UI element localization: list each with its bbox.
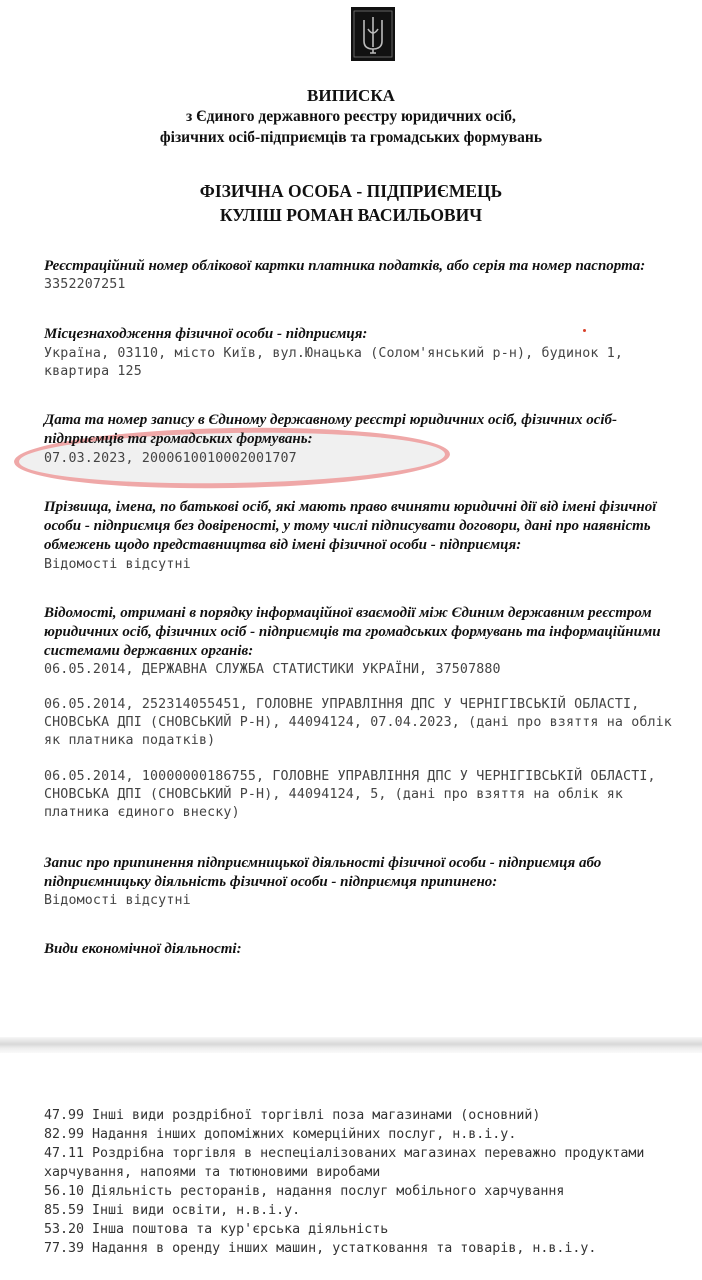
location-value: Україна, 03110, місто Київ, вул.Юнацька (Солом'янський р-н), будинок 1, квартира 125 <box>44 346 632 379</box>
person-name: КУЛІШ РОМАН ВАСИЛЬОВИЧ <box>219 205 483 225</box>
activities-label: Види економічної діяльності: <box>44 941 242 957</box>
activity-item: 47.11 Роздрібна торгівля в неспеціалізованих магазинах переважно продуктами харчування, напоями та тютюновими виробами <box>44 1146 653 1180</box>
representatives-label: Прізвища, імена, по батькові осіб, які мають право вчиняти юридичні дії від імені фізичної особи - підприємця без довіреності, у тому числі підписувати договори, дані про наявність обмежень щодо представництва від імені фізичної особи - підприємця: <box>44 499 657 553</box>
page-break <box>0 1037 702 1053</box>
tax-id-label: Реєстраційний номер облікової картки платника податків, або серія та номер паспорта: <box>44 258 646 274</box>
activity-item: 85.59 Інші види освіти, н.в.і.у. <box>44 1203 301 1218</box>
activity-item: 82.99 Надання інших допоміжних комерційних послуг, н.в.і.у. <box>44 1127 517 1142</box>
location-label: Місцезнаходження фізичної особи - підприємця: <box>44 326 368 342</box>
activity-item: 56.10 Діяльність ресторанів, надання послуг мобільного харчування <box>44 1184 565 1199</box>
activities-list <box>44 1106 694 1258</box>
activity-item: 53.20 Інша поштова та кур'єрська діяльність <box>44 1222 389 1237</box>
ukraine-trident-icon <box>351 7 395 61</box>
registration-record-value: 07.03.2023, 2000610010002001707 <box>44 451 297 466</box>
activity-item: 47.99 Інші види роздрібної торгівлі поза магазинами (основний) <box>44 1108 541 1123</box>
info-exchange-entry: 06.05.2014, 252314055451, ГОЛОВНЕ УПРАВЛІННЯ ДПС У ЧЕРНІГІВСЬКІЙ ОБЛАСТІ, СНОВСЬКА ДПІ (СНОВСЬКИЙ Р-Н), 44094124, 07.04.2023, (дані про взяття на облік як платника податків) <box>44 697 681 748</box>
info-exchange-label: Відомості, отримані в порядку інформаційної взаємодії між Єдиним державним реєстром юридичних осіб, фізичних осіб - підприємців та громадських формувань та інформаційними системами державних органів: <box>44 605 661 659</box>
tax-id-value: 3352207251 <box>44 277 126 292</box>
info-exchange-entry: 06.05.2014, ДЕРЖАВНА СЛУЖБА СТАТИСТИКИ УКРАЇНИ, 37507880 <box>44 662 501 677</box>
representatives-value: Відомості відсутні <box>44 557 191 572</box>
registration-record-label-line2: підприємців та громадських формувань: <box>44 431 313 447</box>
termination-label: Запис про припинення підприємницької діяльності фізичної особи - підприємця або підприємницьку діяльність фізичної особи - підприємця припинено: <box>44 855 602 890</box>
activity-item: 77.39 Надання в оренду інших машин, устатковання та товарів, н.в.і.у. <box>44 1241 597 1256</box>
document-title: ВИПИСКА <box>307 86 395 105</box>
entity-type: ФІЗИЧНА ОСОБА - ПІДПРИЄМЕЦЬ <box>199 181 503 201</box>
registration-record-label-line1: Дата та номер запису в Єдиному державному реєстрі юридичних осіб, фізичних осіб- <box>44 412 618 428</box>
termination-value: Відомості відсутні <box>44 893 191 908</box>
info-exchange-entry: 06.05.2014, 10000000186755, ГОЛОВНЕ УПРАВЛІННЯ ДПС У ЧЕРНІГІВСЬКІЙ ОБЛАСТІ, СНОВСЬКА ДПІ (СНОВСЬКИЙ Р-Н), 44094124, 5, (дані про взяття на облік як платника єдиного внеску) <box>44 769 664 820</box>
document-subtitle-line2: фізичних осіб-підприємців та громадських формувань <box>159 129 543 146</box>
red-dot-mark <box>583 329 586 332</box>
document-subtitle-line1: з Єдиного державного реєстру юридичних осіб, <box>186 108 516 125</box>
